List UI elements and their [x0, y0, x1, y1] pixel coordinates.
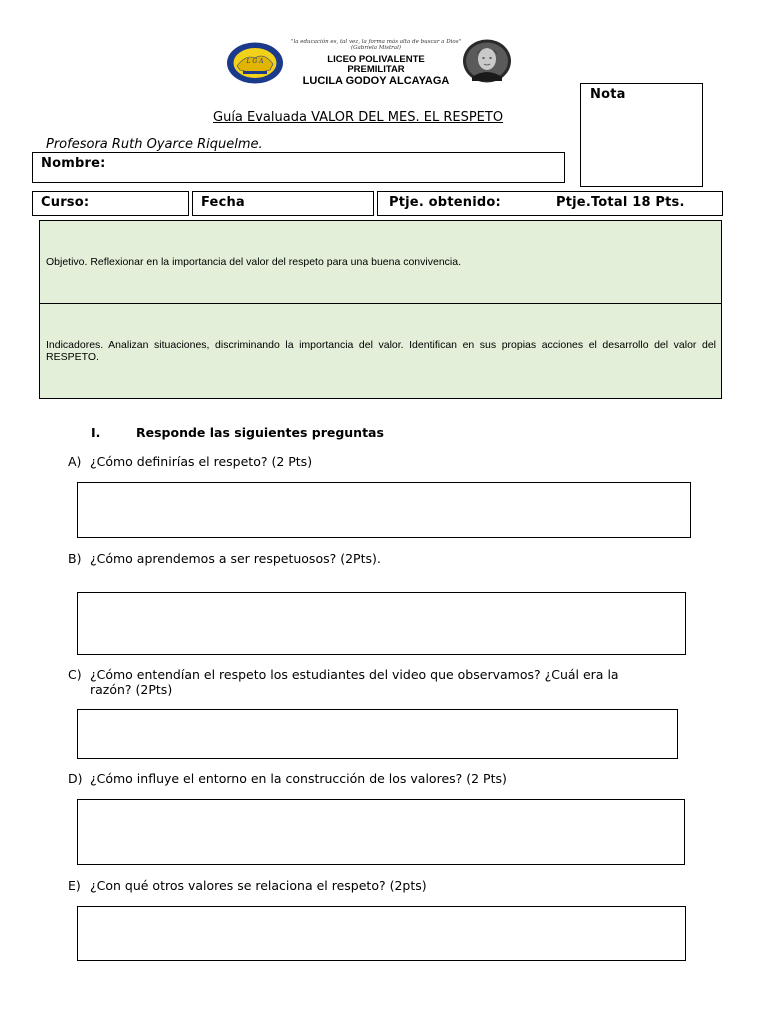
objectives-box — [39, 220, 722, 399]
question-text: ¿Cómo definirías el respeto? (2 Pts) — [90, 454, 313, 469]
answer-box-d[interactable] — [77, 799, 685, 865]
score-total-label: Ptje.Total 18 Pts. — [556, 195, 685, 210]
school-name-line1: LICEO POLIVALENTE — [327, 54, 425, 65]
question-letter: B) — [68, 551, 82, 566]
question-c — [68, 667, 619, 682]
question-letter: A) — [68, 454, 82, 469]
grade-label: Nota — [590, 87, 626, 102]
course-field[interactable] — [32, 191, 189, 216]
school-name-line2: PREMILITAR — [347, 64, 405, 75]
question-a — [68, 454, 312, 469]
indicators-text: Indicadores. Analizan situaciones, discriminando la importancia del valor. Identifican en sus propias acciones el desarrollo del valor del RESPETO. — [46, 339, 716, 363]
grade-box[interactable] — [580, 83, 703, 187]
page-title: Guía Evaluada VALOR DEL MES. EL RESPETO — [213, 110, 504, 125]
motto-author: (Gabriela Mistral) — [350, 45, 401, 51]
question-b — [68, 551, 381, 566]
question-text: ¿Cómo entendían el respeto los estudiantes del video que observamos? ¿Cuál era la — [90, 667, 619, 682]
motto-quote: "la educación es, tal vez, la forma más alta de buscar a Dios" — [290, 39, 462, 45]
gabriela-mistral-portrait — [462, 39, 512, 83]
question-letter: C) — [68, 667, 82, 682]
answer-box-c[interactable] — [77, 709, 678, 759]
answer-box-b[interactable] — [77, 592, 686, 655]
question-text: ¿Cómo aprendemos a ser respetuosos? (2Pts). — [90, 551, 381, 566]
name-field[interactable] — [32, 152, 565, 183]
objective-text: Objetivo. Reflexionar en la importancia del valor del respeto para una buena convivencia. — [46, 256, 461, 268]
section-number: I. — [91, 425, 101, 440]
question-letter: D) — [68, 771, 83, 786]
school-motto — [288, 39, 464, 51]
question-e — [68, 878, 427, 893]
question-letter: E) — [68, 878, 81, 893]
teacher-name: Profesora Ruth Oyarce Riquelme. — [46, 137, 263, 152]
section-heading: Responde las siguientes preguntas — [136, 425, 384, 440]
question-text: ¿Cómo influye el entorno en la construcción de los valores? (2 Pts) — [90, 771, 507, 786]
date-field[interactable] — [192, 191, 374, 216]
school-logo-icon — [226, 42, 284, 84]
objectives-divider — [39, 303, 722, 304]
answer-box-a[interactable] — [77, 482, 691, 538]
school-name — [288, 55, 464, 87]
answer-box-e[interactable] — [77, 906, 686, 961]
school-name-line3: LUCILA GODOY ALCAYAGA — [302, 75, 450, 87]
name-label: Nombre: — [41, 156, 106, 171]
question-d — [68, 771, 507, 786]
course-label: Curso: — [41, 195, 90, 210]
svg-text:L G A: L G A — [246, 58, 264, 65]
score-field[interactable] — [377, 191, 723, 216]
score-obtained-label: Ptje. obtenido: — [389, 195, 501, 210]
question-c-continued: razón? (2Pts) — [90, 682, 173, 697]
date-label: Fecha — [201, 195, 245, 210]
question-text: ¿Con qué otros valores se relaciona el respeto? (2pts) — [90, 878, 427, 893]
